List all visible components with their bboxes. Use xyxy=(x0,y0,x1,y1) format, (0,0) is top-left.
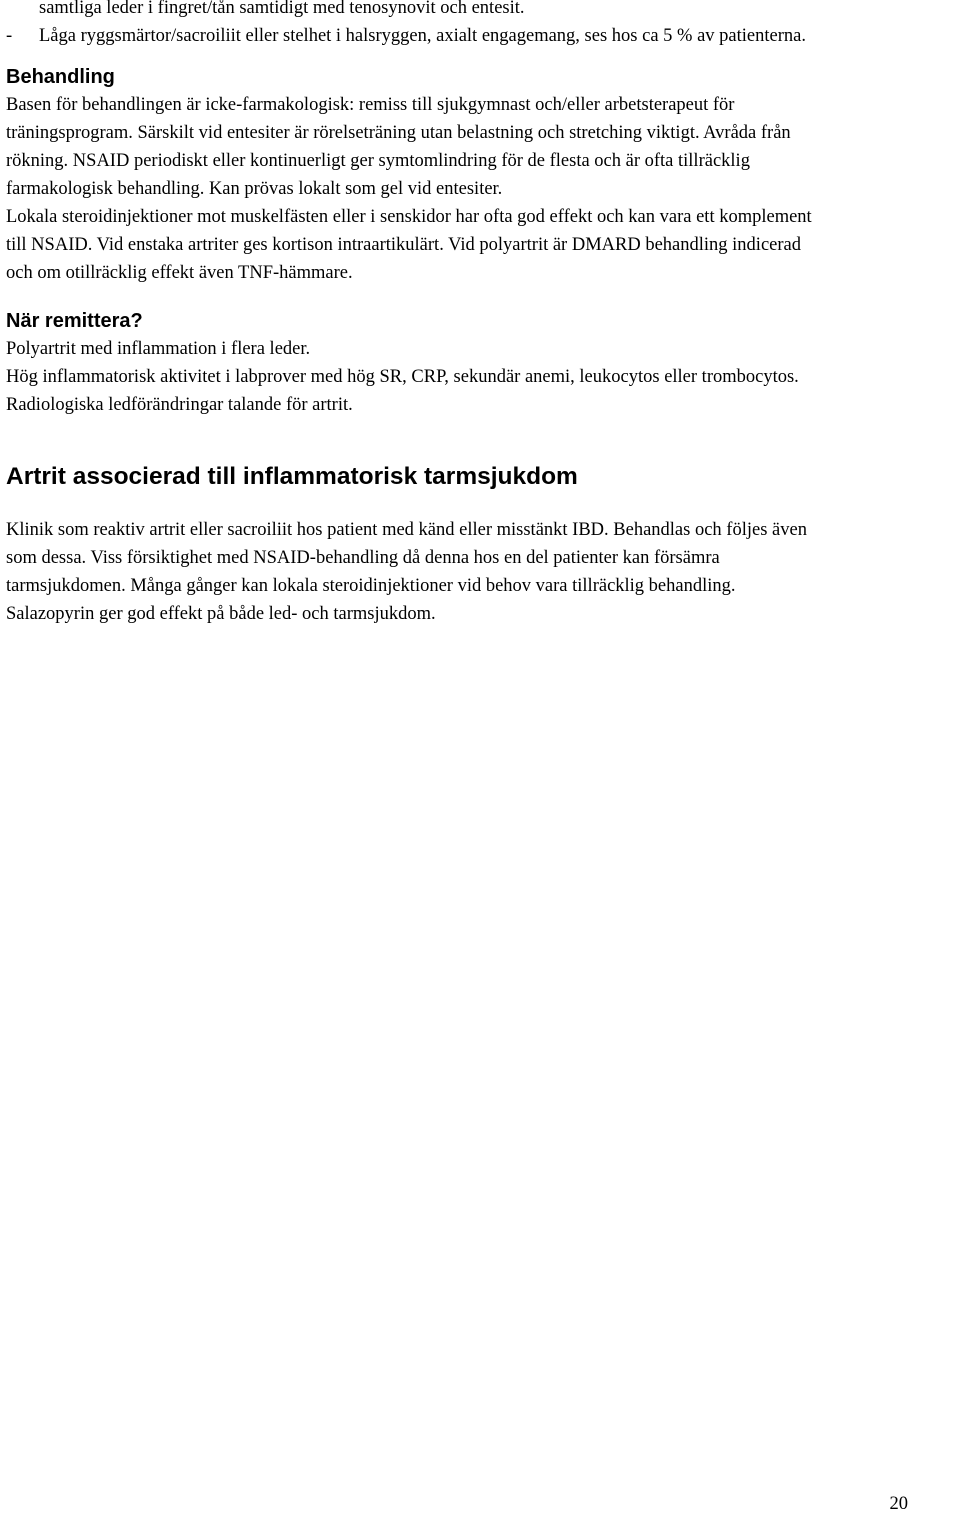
artrit-paragraph xyxy=(6,516,958,628)
text-line: Radiologiska ledförändringar talande för artrit. xyxy=(6,395,353,415)
text-line: Basen för behandlingen är icke-farmakologisk: remiss till sjukgymnast och/eller arbetsterapeut för xyxy=(6,95,735,115)
text-line: Klinik som reaktiv artrit eller sacroiliit hos patient med känd eller misstänkt IBD. Behandlas och följes även xyxy=(6,520,807,540)
text-line: Polyartrit med inflammation i flera leder. xyxy=(6,339,311,359)
page-number: 20 xyxy=(889,1494,908,1514)
text-line: rökning. NSAID periodiskt eller kontinuerligt ger symtomlindring för de flesta och är ofta tillräcklig xyxy=(6,151,750,171)
section-heading-behandling: Behandling xyxy=(6,66,115,88)
section-heading-remittera: När remittera? xyxy=(6,310,143,332)
text-line: som dessa. Viss försiktighet med NSAID-behandling då denna hos en del patienter kan försämra xyxy=(6,548,720,568)
bullet-continuation: samtliga leder i fingret/tån samtidigt med tenosynovit och entesit. xyxy=(39,0,525,18)
bullet-dash: - xyxy=(6,26,13,46)
text-line: tarmsjukdomen. Många gånger kan lokala steroidinjektioner vid behov vara tillräcklig behandling. xyxy=(6,576,736,596)
text-line: Hög inflammatorisk aktivitet i labprover med hög SR, CRP, sekundär anemi, leukocytos eller trombocytos. xyxy=(6,367,799,387)
text-line: farmakologisk behandling. Kan prövas lokalt som gel vid entesiter. xyxy=(6,179,503,199)
document-page xyxy=(6,0,958,628)
behandling-paragraph xyxy=(6,91,958,287)
remittera-paragraph xyxy=(6,335,958,419)
text-line: Salazopyrin ger god effekt på både led- och tarmsjukdom. xyxy=(6,604,436,624)
text-line: Lokala steroidinjektioner mot muskelfästen eller i senskidor har ofta god effekt och kan vara ett komplement xyxy=(6,207,812,227)
bullet-item xyxy=(6,22,958,50)
text-line: träningsprogram. Särskilt vid entesiter är rörelseträning utan belastning och stretching viktigt. Avråda från xyxy=(6,123,791,143)
bullet-text: Låga ryggsmärtor/sacroiliit eller stelhet i halsryggen, axialt engagemang, ses hos ca 5 % av patienterna. xyxy=(39,26,806,46)
section-heading-artrit: Artrit associerad till inflammatorisk tarmsjukdom xyxy=(6,463,578,490)
text-line: till NSAID. Vid enstaka artriter ges kortison intraartikulärt. Vid polyartrit är DMARD behandling indicerad xyxy=(6,235,801,255)
text-line: och om otillräcklig effekt även TNF-hämmare. xyxy=(6,263,353,283)
